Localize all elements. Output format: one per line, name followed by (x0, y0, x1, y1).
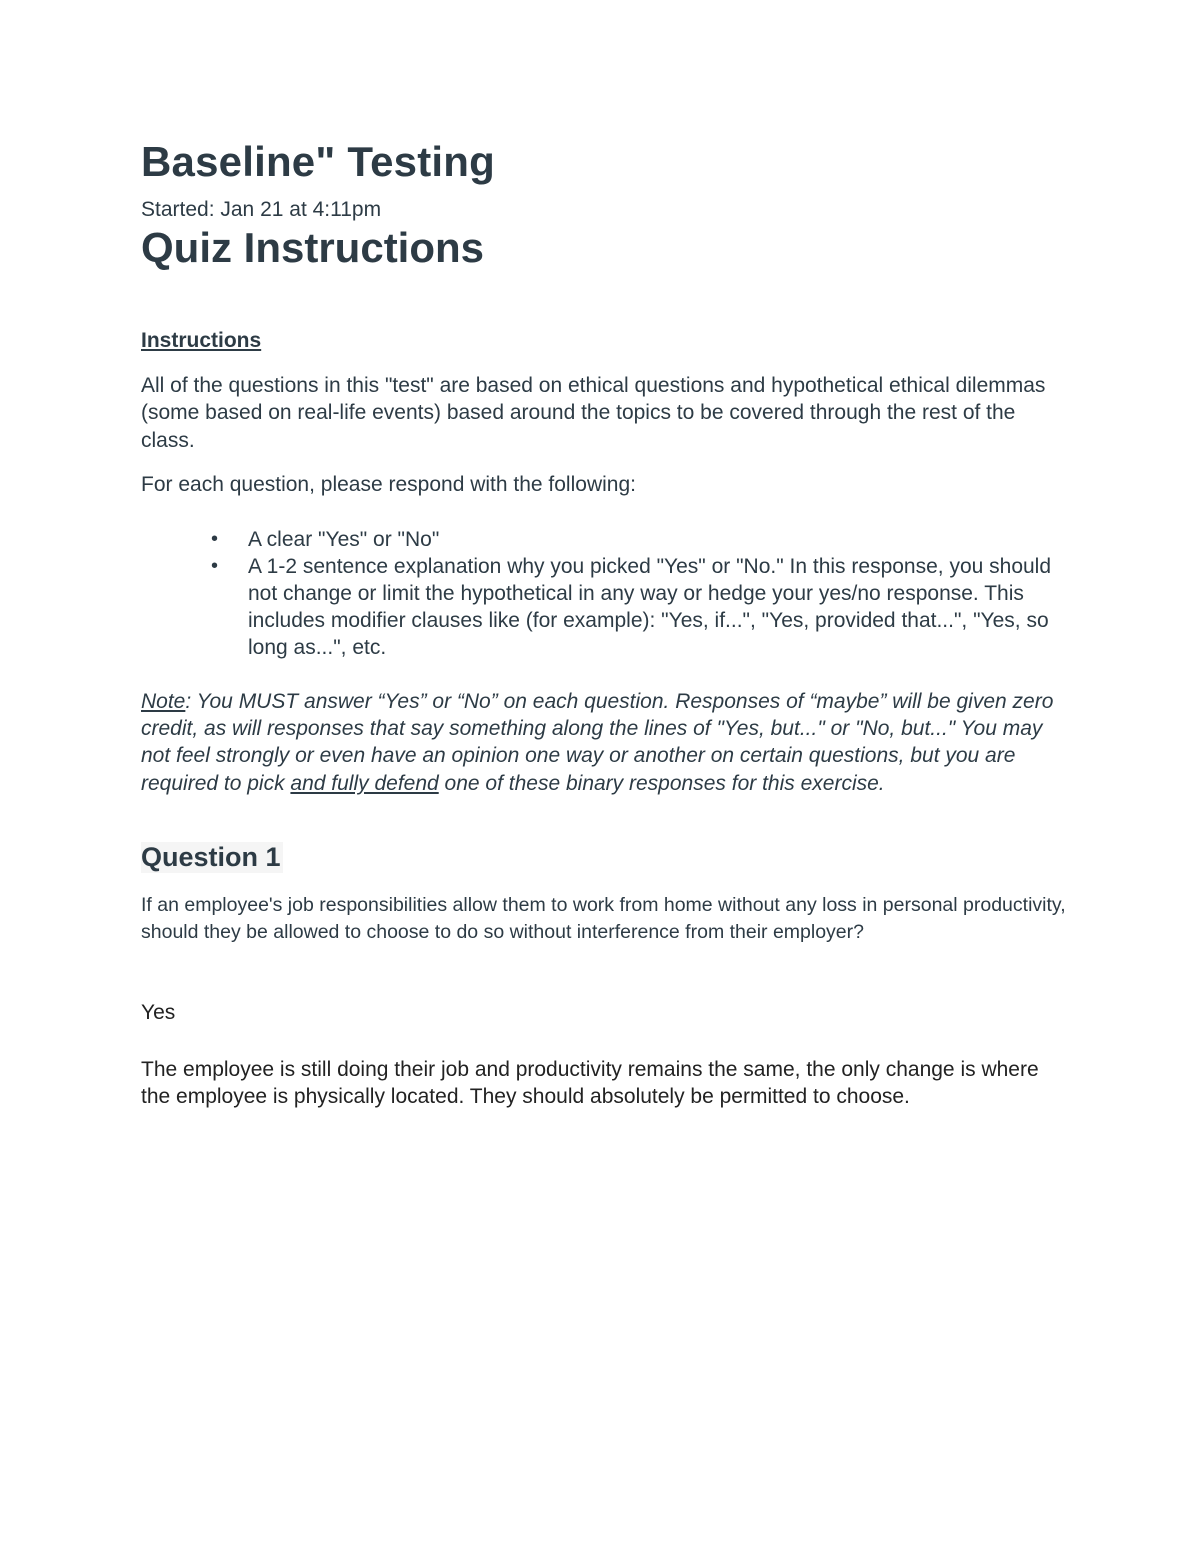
note-emphasis: and fully defend (290, 771, 439, 795)
bullet-icon: • (211, 555, 219, 577)
instructions-paragraph: All of the questions in this "test" are based on ethical questions and hypothetical ethical dilemmas (some based on real-life events) based around the topics to be covered through the rest of the class. (141, 374, 1046, 452)
note-text-before: : You MUST answer “Yes” or “No” on each question. Responses of “maybe” will be given zero credit, as will responses that say something along the lines of "Yes, but..." or "No, but..." You may not feel strongly or even have an opinion one way or another on certain questions, but you are required to pick (141, 690, 1054, 795)
question-1-text: If an employee's job responsibilities allow them to work from home without any loss in personal productivity, should they be allowed to choose to do so without interference from their employer? (141, 894, 1066, 943)
response-requirements-list (141, 526, 1071, 661)
note-label: Note (141, 690, 186, 713)
quiz-title: Baseline" Testing (141, 138, 495, 185)
instructions-prompt: For each question, please respond with the following: (141, 473, 636, 496)
list-item-text: A clear "Yes" or "No" (248, 528, 440, 551)
list-item-text: A 1-2 sentence explanation why you picked "Yes" or "No." In this response, you should not change or limit the hypothetical in any way or hedge your yes/no response. This includes modifier clauses like (for example): "Yes, if...", "Yes, provided that...", "Yes, so long as...", etc. (248, 555, 1052, 659)
question-1-answer: Yes (141, 1001, 176, 1024)
note-text-after: one of these binary responses for this exercise. (438, 771, 885, 795)
question-1-heading: Question 1 (141, 842, 281, 872)
list-item (141, 526, 1071, 553)
started-timestamp: Started: Jan 21 at 4:11pm (141, 198, 382, 221)
quiz-instructions-heading: Quiz Instructions (141, 224, 485, 271)
bullet-icon: • (211, 528, 219, 550)
note-paragraph (141, 688, 1071, 797)
instructions-heading: Instructions (141, 329, 262, 352)
question-1-explanation: The employee is still doing their job and productivity remains the same, the only change is where the employee is physically located. They should absolutely be permitted to choose. (141, 1058, 1039, 1109)
list-item (141, 553, 1071, 661)
